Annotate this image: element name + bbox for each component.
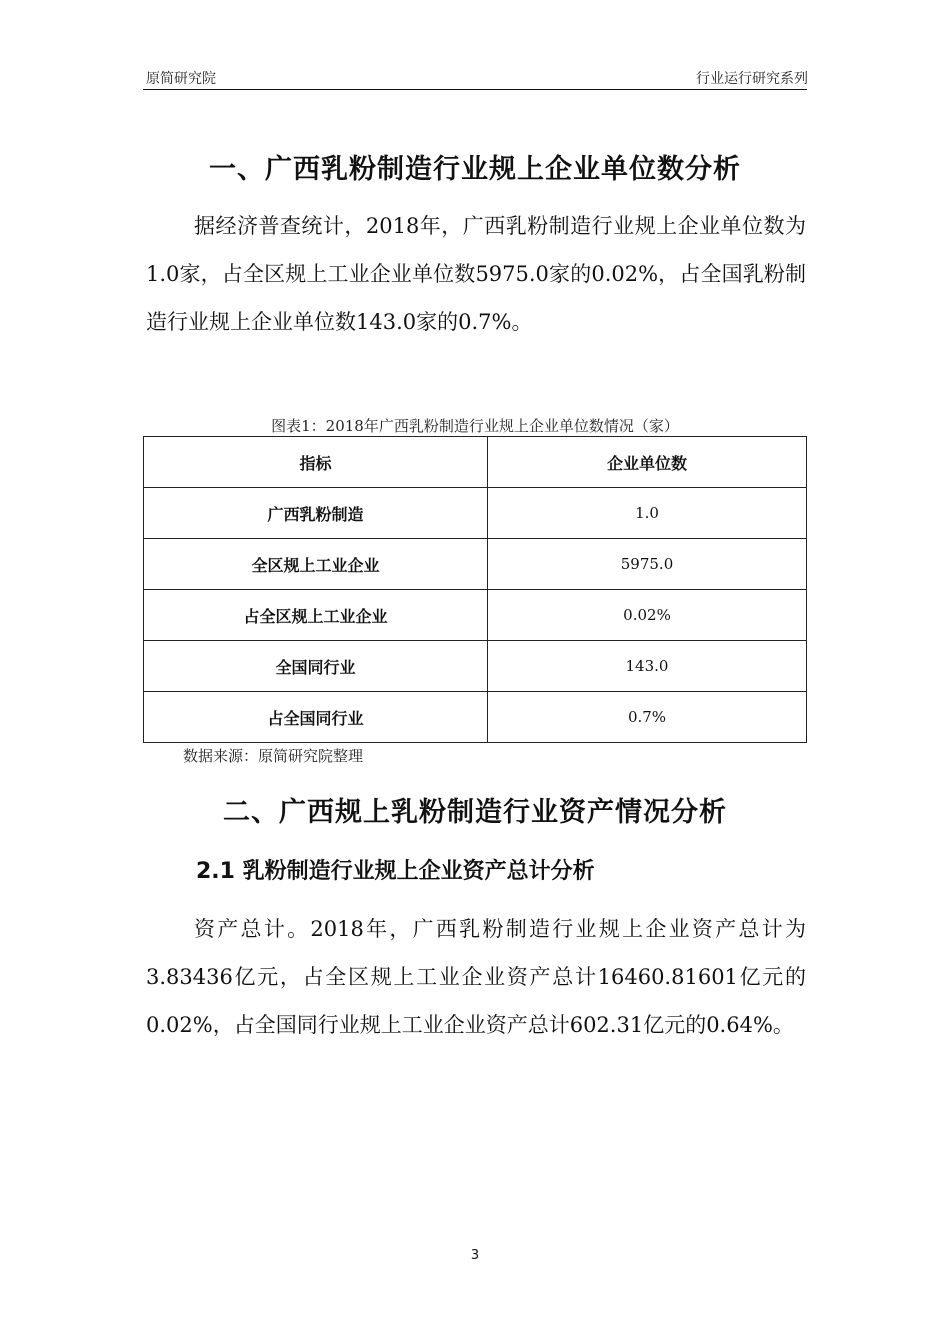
section2-paragraph: 资产总计。2018年，广西乳粉制造行业规上企业资产总计为3.83436亿元，占全区规上工业企业资产总计16460.81601亿元的0.02%，占全国同行业规上工业企业资产总计602.31亿元的0.64%。 <box>146 917 806 1037</box>
table-header-count: 企业单位数 <box>488 437 807 488</box>
table-row <box>144 488 807 539</box>
table-source: 数据来源：原简研究院整理 <box>183 747 364 765</box>
table-row-value: 0.02% <box>488 590 807 641</box>
data-table <box>143 436 807 743</box>
header-divider <box>143 89 807 90</box>
table-row <box>144 692 807 743</box>
section1-title: 一、广西乳粉制造行业规上企业单位数分析 <box>209 154 741 185</box>
table-header-row <box>144 437 807 488</box>
table-row-value: 5975.0 <box>488 539 807 590</box>
table-row <box>144 539 807 590</box>
page-number: 3 <box>470 1248 480 1263</box>
table-row <box>144 590 807 641</box>
table-row-value: 0.7% <box>488 692 807 743</box>
section2-title: 二、广西规上乳粉制造行业资产情况分析 <box>223 797 727 828</box>
table-row-label: 广西乳粉制造 <box>144 488 488 539</box>
table-row <box>144 641 807 692</box>
table-row-label: 占全区规上工业企业 <box>144 590 488 641</box>
table-caption: 图表1：2018年广西乳粉制造行业规上企业单位数情况（家） <box>271 417 679 435</box>
header-org-name: 原简研究院 <box>146 71 216 87</box>
section2-subtitle: 2.1 乳粉制造行业规上企业资产总计分析 <box>196 859 595 884</box>
table-header-indicator: 指标 <box>144 437 488 488</box>
header-series-name: 行业运行研究系列 <box>696 71 808 87</box>
table-row-label: 全国同行业 <box>144 641 488 692</box>
table-row-value: 143.0 <box>488 641 807 692</box>
table-row-label: 占全国同行业 <box>144 692 488 743</box>
table-row-label: 全区规上工业企业 <box>144 539 488 590</box>
table-row-value: 1.0 <box>488 488 807 539</box>
section1-paragraph: 据经济普查统计，2018年，广西乳粉制造行业规上企业单位数为1.0家，占全区规上工业企业单位数5975.0家的0.02%，占全国乳粉制造行业规上企业单位数143.0家的0.7%。 <box>146 214 806 334</box>
